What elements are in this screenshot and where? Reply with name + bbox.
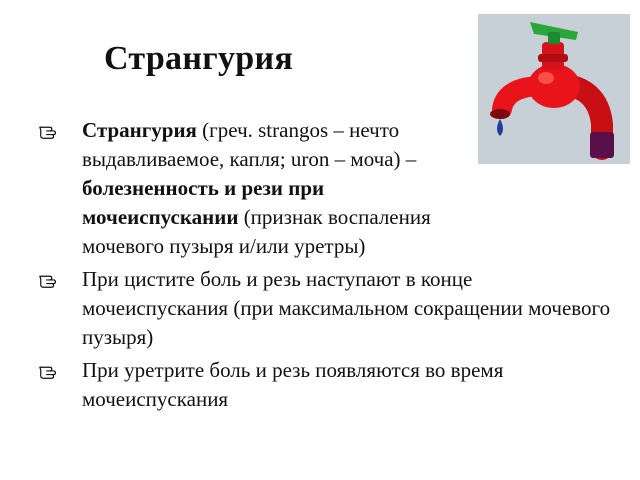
bullet-list	[36, 116, 616, 418]
pointing-hand-icon	[38, 119, 60, 141]
list-item	[36, 265, 616, 352]
list-item	[36, 356, 616, 414]
slide-title: Странгурия	[104, 40, 294, 77]
term: Странгурия	[82, 118, 197, 142]
bullet-text: При уретрите боль и резь появляются во время мочеиспускания	[82, 358, 504, 411]
definition-bold: болезненность и рези при мочеиспускании	[82, 176, 325, 229]
definition-note: (признак воспаления мочевого пузыря и/или уретры)	[82, 205, 431, 258]
pointing-hand-icon	[38, 268, 60, 290]
bullet-text: При цистите боль и резь наступают в конце мочеиспускания (при максимальном сокращении мочевого пузыря)	[82, 267, 611, 349]
definition-text: (греч. strangos – нечто выдавливаемое, капля; uron – моча) –	[82, 118, 417, 171]
pointing-hand-icon	[38, 359, 60, 381]
list-item	[36, 116, 462, 261]
